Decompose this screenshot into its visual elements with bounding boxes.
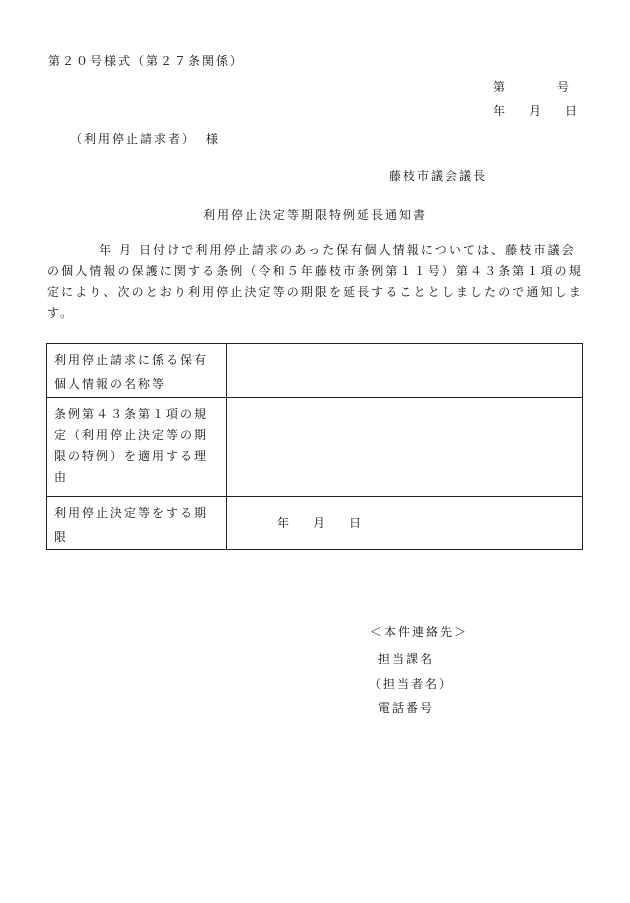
contact-person: （担当者名） xyxy=(369,677,454,691)
addressee-name: （利用停止請求者） xyxy=(70,132,197,146)
document-date xyxy=(493,102,579,119)
doc-number-suffix: 号 xyxy=(557,80,572,94)
row-label-info-name: 利用停止請求に係る保有個人情報の名称等 xyxy=(47,344,227,398)
date-month: 月 xyxy=(529,104,544,118)
document-title: 利用停止決定等期限特例延長通知書 xyxy=(202,208,427,222)
body-paragraph: 年 月 日付けで利用停止請求のあった保有個人情報については、藤枝市議会の個人情報の保護に関する条例（令和５年藤枝市条例第１１号）第４３条第１項の規定により、次のとおり利用停止決定等の期限を延長することとしましたので通知します。 xyxy=(47,243,583,320)
deadline-date xyxy=(277,514,363,531)
table-row xyxy=(47,497,583,550)
row-value-deadline[interactable] xyxy=(227,497,583,550)
body-text xyxy=(47,240,587,324)
addressee-honorific: 様 xyxy=(206,132,221,146)
row-value-info-name[interactable] xyxy=(227,344,583,398)
row-value-reason[interactable] xyxy=(227,398,583,497)
sender: 藤枝市議会議長 xyxy=(389,169,488,183)
contact-heading: ＜本件連絡先＞ xyxy=(370,625,469,639)
deadline-month: 月 xyxy=(313,516,328,530)
row-label-deadline: 利用停止決定等をする期限 xyxy=(47,497,227,550)
deadline-year: 年 xyxy=(277,516,292,530)
table-row xyxy=(47,398,583,497)
addressee xyxy=(70,130,220,147)
form-number: 第２０号様式（第２７条関係） xyxy=(48,54,245,68)
row-label-reason: 条例第４３条第１項の規定（利用停止決定等の期限の特例）を適用する理由 xyxy=(47,398,227,497)
contact-phone: 電話番号 xyxy=(378,701,435,715)
contact-department: 担当課名 xyxy=(378,652,435,666)
table-row xyxy=(47,344,583,398)
date-day: 日 xyxy=(565,104,580,118)
document-number xyxy=(493,78,571,95)
deadline-day: 日 xyxy=(349,516,364,530)
info-table xyxy=(46,343,583,550)
doc-number-prefix: 第 xyxy=(493,80,508,94)
date-year: 年 xyxy=(493,104,508,118)
